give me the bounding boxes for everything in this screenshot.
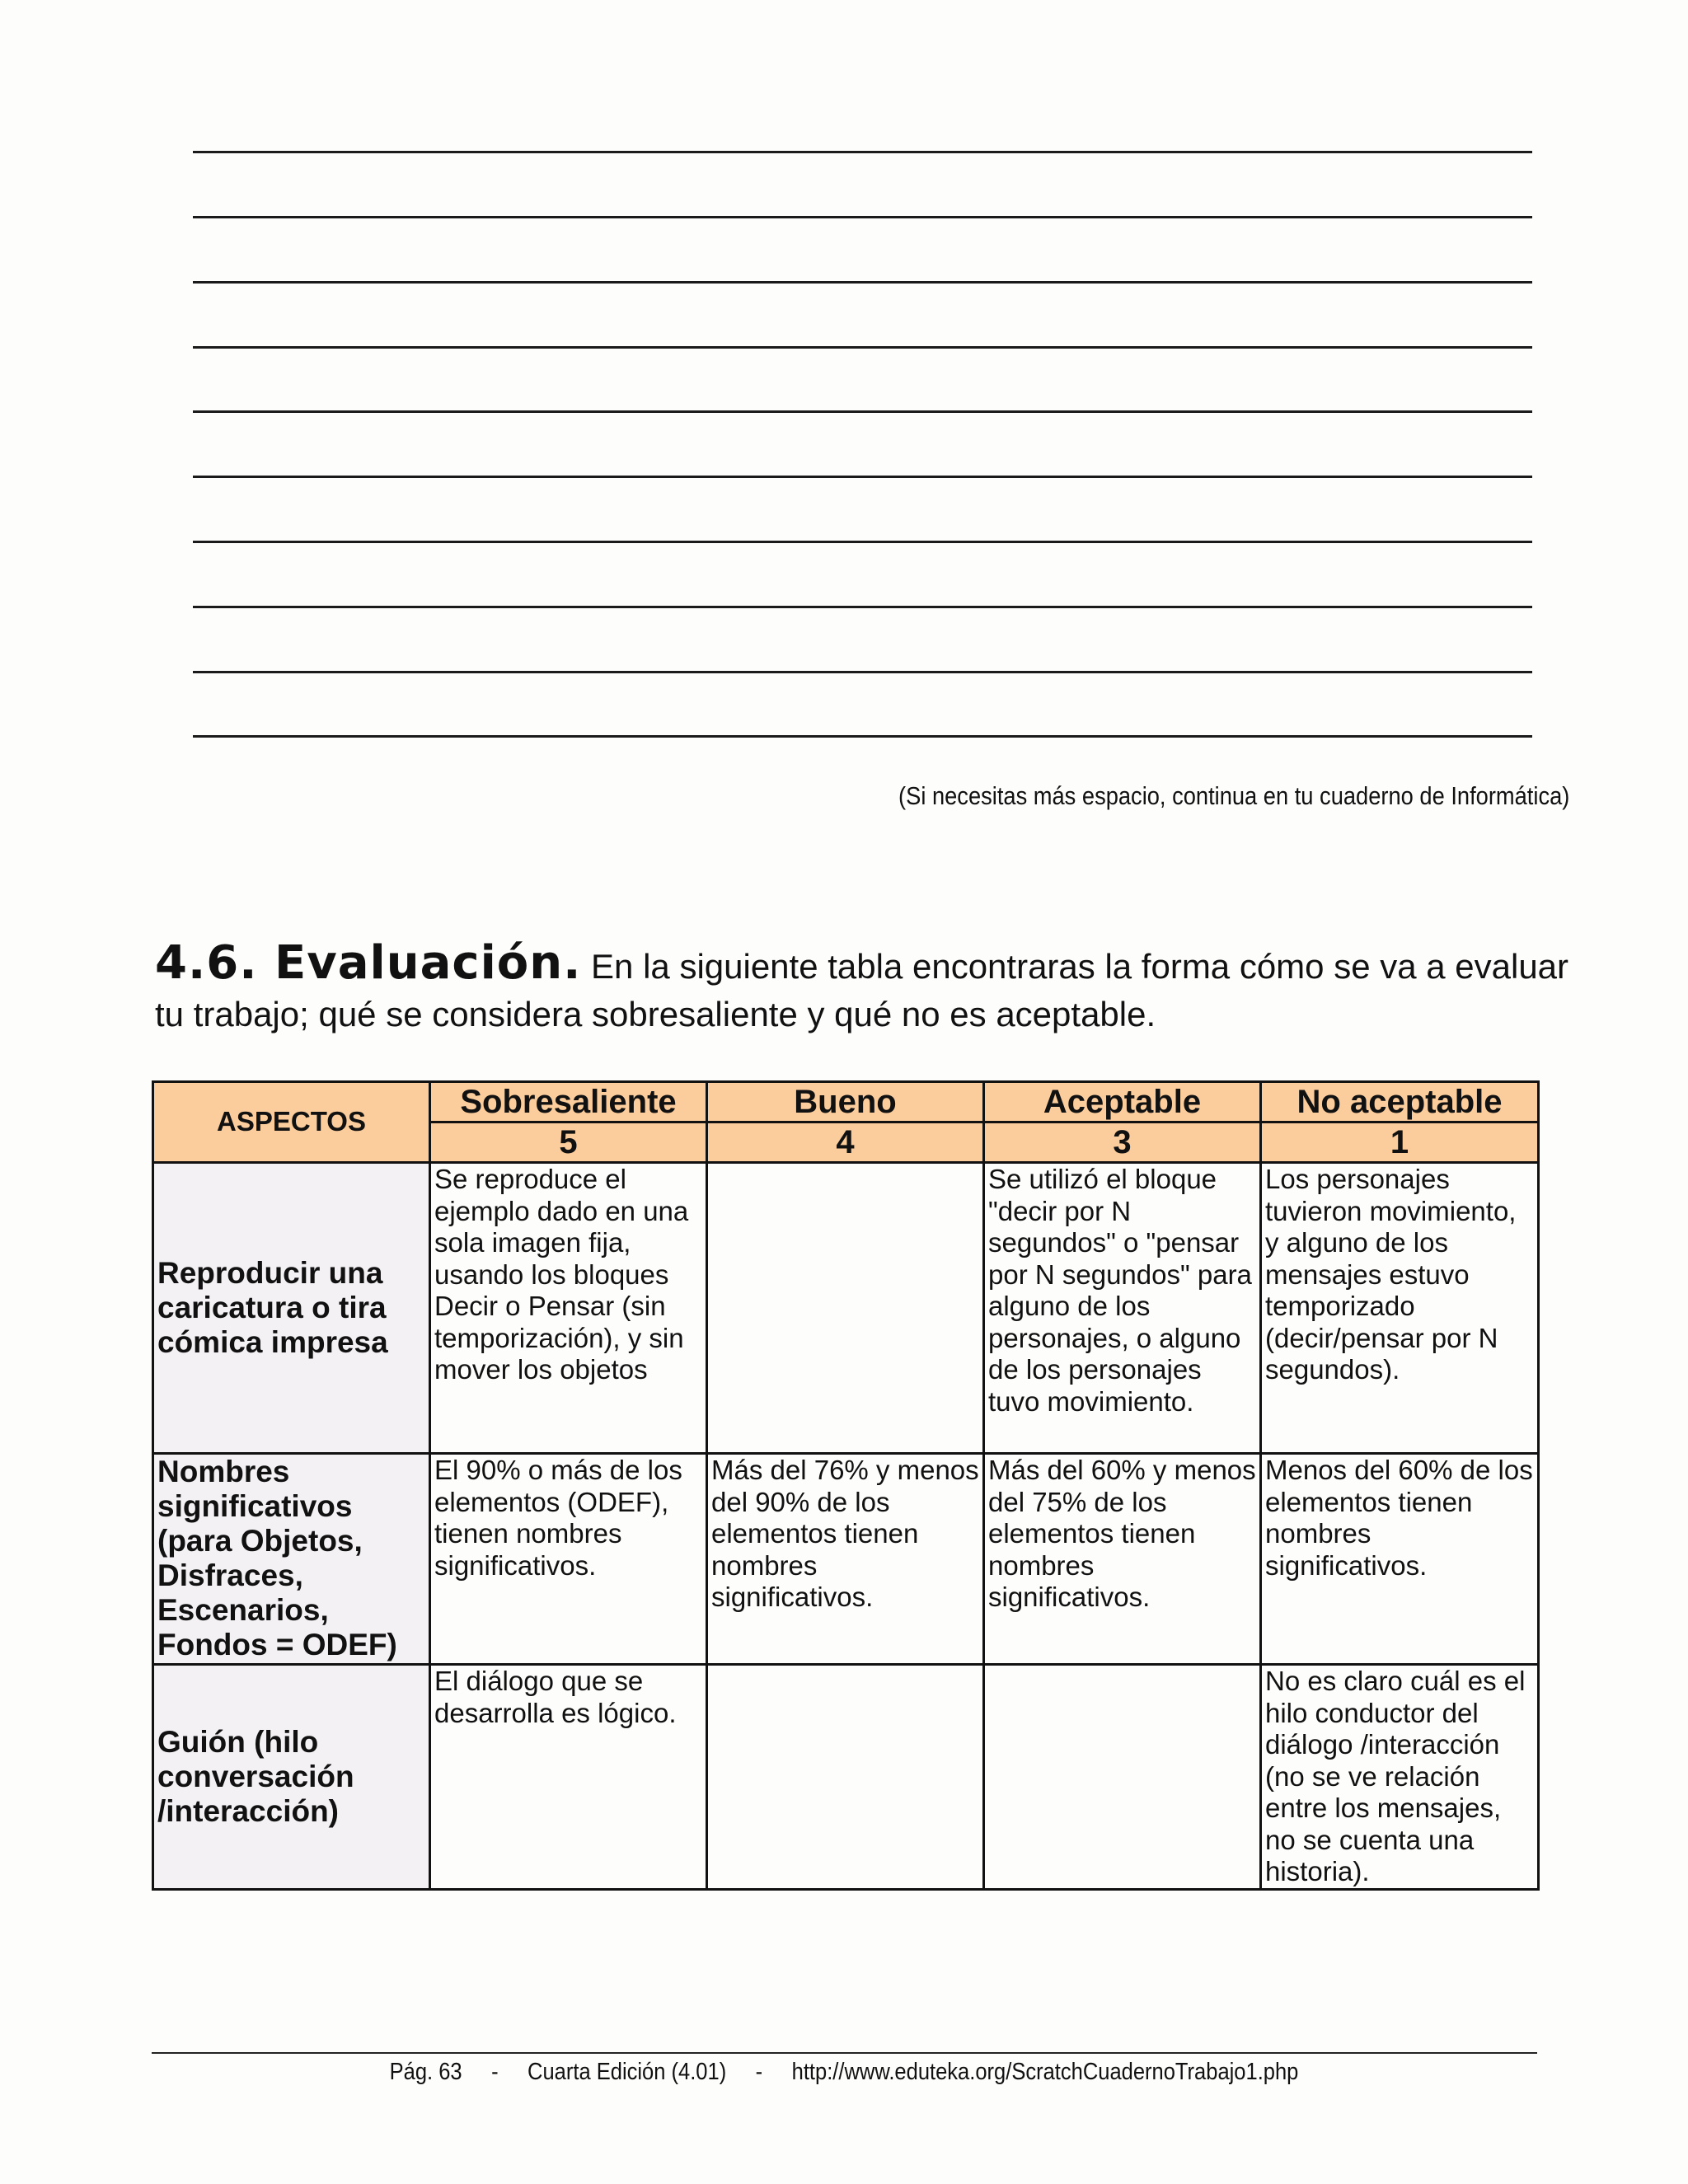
score-sobresaliente: 5 [430,1122,707,1163]
rubric-cell [707,1163,984,1454]
writing-line [193,151,1532,153]
page-number: Pág. 63 [389,2059,462,2085]
writing-line [193,606,1532,608]
table-row [153,1163,1539,1454]
level-header-bueno: Bueno [707,1082,984,1122]
score-bueno: 4 [707,1122,984,1163]
aspect-cell: Nombres significativos (para Objetos, Disfraces, Escenarios, Fondos = ODEF) [153,1454,430,1665]
writing-line [193,281,1532,284]
writing-line [193,476,1532,478]
table-row [153,1454,1539,1665]
score-no-aceptable: 1 [1261,1122,1539,1163]
section-intro: En la siguiente tabla encontraras la forma cómo se va a evaluar tu trabajo; qué se considera sobresaliente y qué no es aceptable. [155,947,1569,1033]
section-title: 4.6. Evaluación. [155,936,582,990]
extra-space-note: (Si necesitas más espacio, continua en tu cuaderno de Informática) [898,781,1569,810]
footer-separator: - [491,2059,499,2085]
level-header-sobresaliente: Sobresaliente [430,1082,707,1122]
aspect-cell: Reproducir una caricatura o tira cómica impresa [153,1163,430,1454]
rubric-cell: Los personajes tuvieron movimiento, y alguno de los mensajes estuvo temporizado (decir/pensar por N segundos). [1261,1163,1539,1454]
footer-divider [152,2052,1537,2054]
rubric-cell: Se reproduce el ejemplo dado en una sola imagen fija, usando los bloques Decir o Pensar (sin temporización), y sin mover los objetos [430,1163,707,1454]
rubric-cell: Más del 76% y menos del 90% de los elementos tienen nombres significativos. [707,1454,984,1665]
rubric-cell: Se utilizó el bloque "decir por N segundos" o "pensar por N segundos" para alguno de los personajes, o alguno de los personajes tuvo movimiento. [984,1163,1261,1454]
writing-line [193,735,1532,738]
rubric-cell: El diálogo que se desarrolla es lógico. [430,1665,707,1890]
writing-line [193,671,1532,673]
aspects-header: ASPECTOS [153,1082,430,1163]
writing-line [193,410,1532,413]
level-header-aceptable: Aceptable [984,1082,1261,1122]
writing-line [193,541,1532,543]
rubric-cell [707,1665,984,1890]
rubric-table [152,1080,1540,1891]
rubric-cell: No es claro cuál es el hilo conductor del diálogo /interacción (no se ve relación entre los mensajes, no se cuenta una historia). [1261,1665,1539,1890]
rubric-cell: El 90% o más de los elementos (ODEF), tienen nombres significativos. [430,1454,707,1665]
footer-url[interactable]: http://www.eduteka.org/ScratchCuadernoTrabajo1.php [791,2059,1299,2085]
level-header-no-aceptable: No aceptable [1261,1082,1539,1122]
rubric-cell: Más del 60% y menos del 75% de los elementos tienen nombres significativos. [984,1454,1261,1665]
page-footer [101,2059,1587,2086]
score-aceptable: 3 [984,1122,1261,1163]
rubric-cell: Menos del 60% de los elementos tienen nombres significativos. [1261,1454,1539,1665]
table-row [153,1665,1539,1890]
aspect-cell: Guión (hilo conversación /interacción) [153,1665,430,1890]
evaluation-section [155,936,1573,1038]
rubric-cell [984,1665,1261,1890]
footer-separator: - [755,2059,763,2085]
writing-line [193,216,1532,218]
edition-label: Cuarta Edición (4.01) [528,2059,727,2085]
writing-line [193,346,1532,349]
